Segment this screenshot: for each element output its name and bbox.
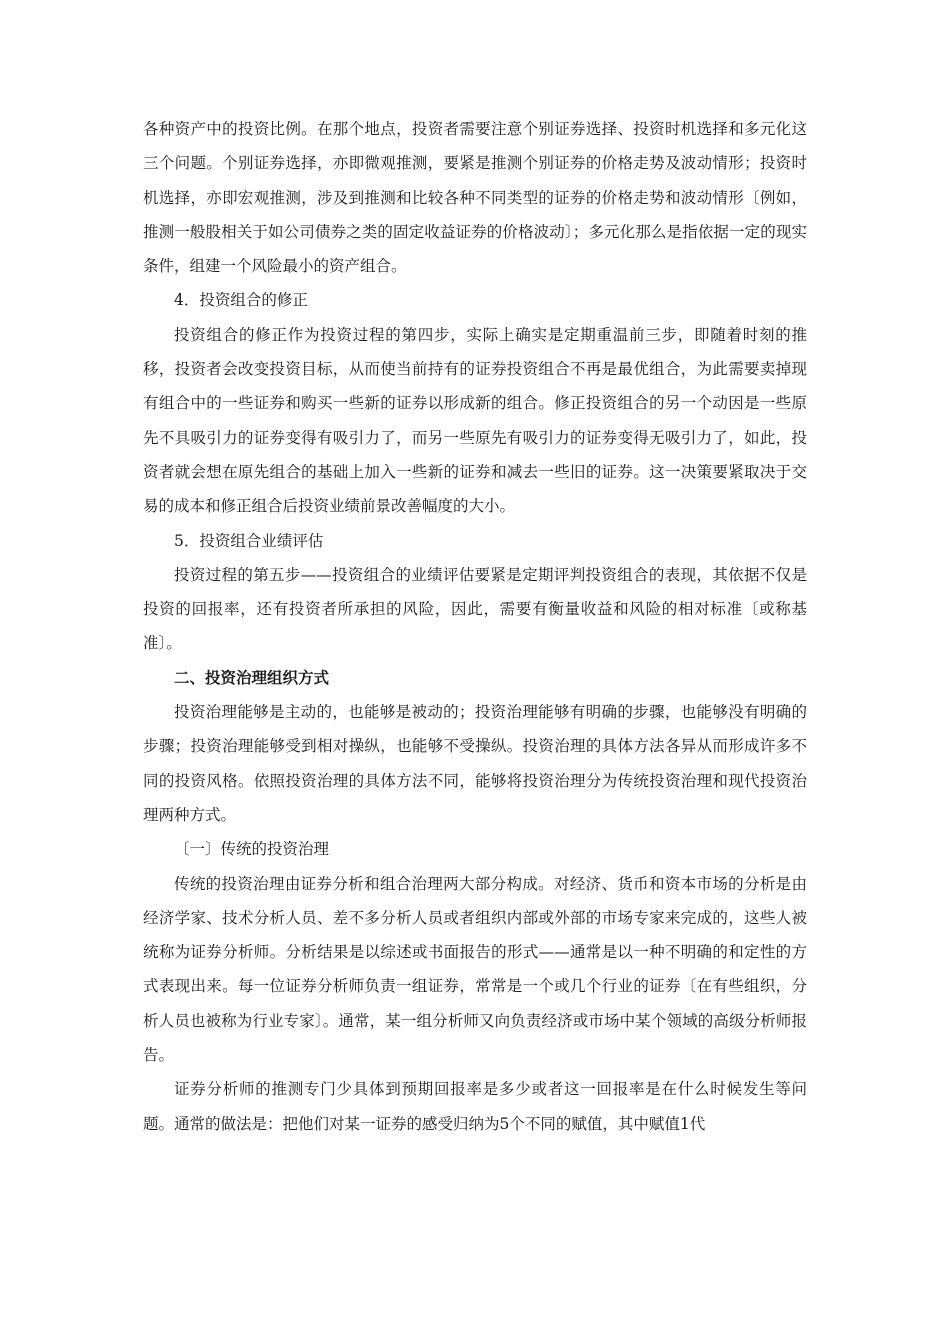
section-heading: 二、投资治理组织方式: [174, 668, 330, 687]
paragraph: 投资过程的第五步——投资组合的业绩评估要紧是定期评判投资组合的表现，其依据不仅是投资的回报率，还有投资者所承担的风险，因此，需要有衡量收益和风险的相对标准〔或称基准〕。: [143, 565, 807, 653]
section-subheading: 5．投资组合业绩评估: [174, 531, 324, 550]
paragraph-continued: 各种资产中的投资比例。在那个地点，投资者需要注意个别证券选择、投资时机选择和多元化这三个问题。个别证券选择，亦即微观推测，要紧是推测个别证券的价格走势及波动情形；投资时机选择，亦即宏观推测，涉及到推测和比较各种不同类型的证券的价格走势和波动情形〔例如，推测一般股相关于如公司债券之类的固定收益证券的价格波动〕；多元化那么是指依据一定的现实条件，组建一个风险最小的资产组合。: [143, 120, 807, 276]
section-subheading: 〔一〕传统的投资治理: [174, 840, 330, 859]
document-page: [143, 112, 807, 1141]
paragraph: 证券分析师的推测专门少具体到预期回报率是多少或者这一回报率是在什么时候发生等问题。通常的做法是：把他们对某一证券的感受归纳为5个不同的赋值，其中赋值1代: [143, 1080, 807, 1133]
paragraph: 投资治理能够是主动的，也能够是被动的；投资治理能够有明确的步骤，也能够没有明确的步骤；投资治理能够受到相对操纵，也能够不受操纵。投资治理的具体方法各异从而形成许多不同的投资风格。依照投资治理的具体方法不同，能够将投资治理分为传统投资治理和现代投资治理两种方式。: [143, 703, 807, 824]
paragraph: 传统的投资治理由证券分析和组合治理两大部分构成。对经济、货币和资本市场的分析是由经济学家、技术分析人员、差不多分析人员或者组织内部或外部的市场专家来完成的，这些人被统称为证券分析师。分析结果是以综述或书面报告的形式——通常是以一种不明确的和定性的方式表现出来。每一位证券分析师负责一组证券，常常是一个或几个行业的证券〔在有些组织，分析人员也被称为行业专家〕。通常，某一组分析师又向负责经济或市场中某个领域的高级分析师报告。: [143, 874, 807, 1065]
paragraph: 投资组合的修正作为投资过程的第四步，实际上确实是定期重温前三步，即随着时刻的推移，投资者会改变投资目标，从而使当前持有的证券投资组合不再是最优组合，为此需要卖掉现有组合中的一些证券和购买一些新的证券以形成新的组合。修正投资组合的另一个动因是一些原先不具吸引力的证券变得有吸引力了，而另一些原先有吸引力的证券变得无吸引力了，如此，投资者就会想在原先组合的基础上加入一些新的证券和减去一些旧的证券。这一决策要紧取决于交易的成本和修正组合后投资业绩前景改善幅度的大小。: [143, 325, 807, 516]
section-subheading: 4．投资组合的修正: [174, 291, 308, 310]
